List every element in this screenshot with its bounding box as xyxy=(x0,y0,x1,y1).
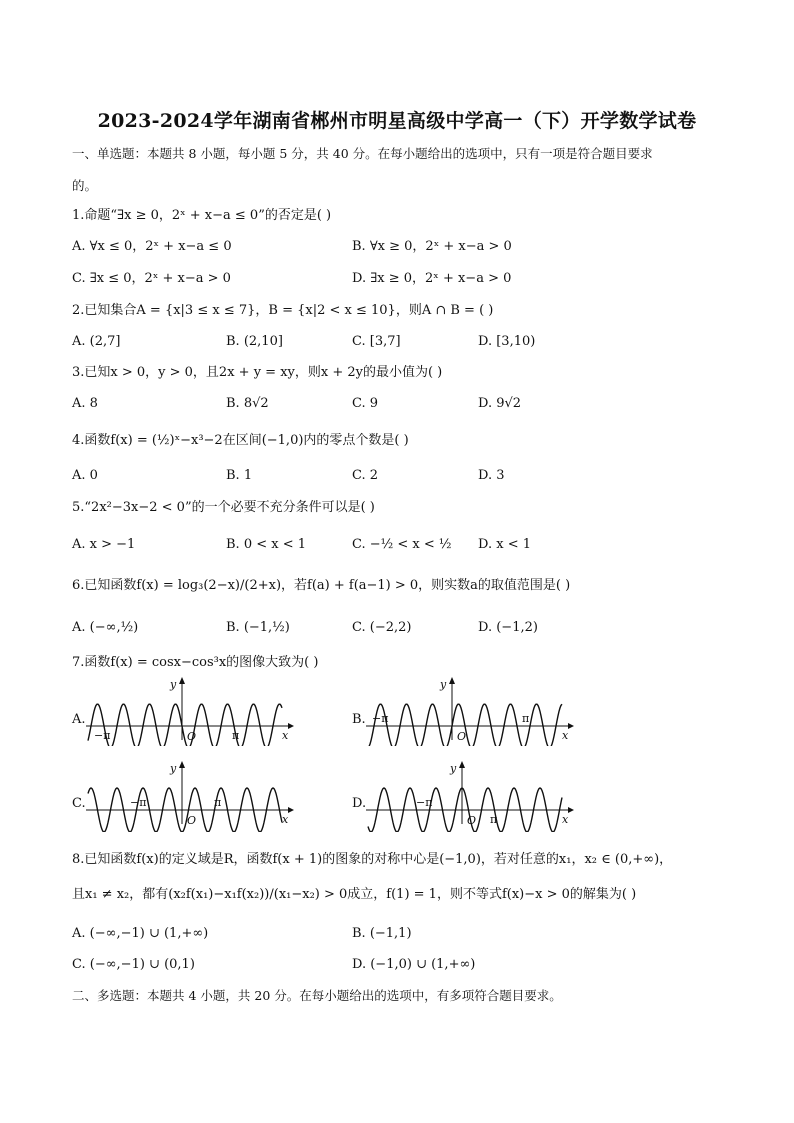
q7-graph-a xyxy=(86,676,296,746)
q3-option-b[interactable]: B. 8√2 xyxy=(226,396,269,411)
q6-stem: 6.已知函数f(x) = log₃(2−x)/(2+x)，若f(a) + f(a−1) > 0，则实数a的取值范围是( ) xyxy=(72,578,571,593)
origin-label: O xyxy=(467,814,477,827)
q2-option-b[interactable]: B. (2,10] xyxy=(226,334,283,349)
q8-option-b[interactable]: B. (−1,1) xyxy=(352,926,412,941)
q5-option-d[interactable]: D. x < 1 xyxy=(478,537,531,552)
q8-stem-line2: 且x₁ ≠ x₂，都有(x₂f(x₁)−x₁f(x₂))/(x₁−x₂) > 0成立，f(1) = 1，则不等式f(x)−x > 0的解集为( ) xyxy=(72,887,637,902)
y-axis-arrow xyxy=(179,677,185,684)
q8-option-d[interactable]: D. (−1,0) ∪ (1,+∞) xyxy=(352,957,476,972)
q1-option-b[interactable]: B. ∀x ≥ 0，2ˣ + x−a > 0 xyxy=(352,239,512,254)
q6-option-d[interactable]: D. (−1,2) xyxy=(478,620,538,635)
q4-stem: 4.函数f(x) = (½)ˣ−x³−2在区间(−1,0)内的零点个数是( ) xyxy=(72,433,409,448)
neg-pi-label: −π xyxy=(372,712,389,725)
q3-stem: 3.已知x > 0，y > 0，且2x + y = xy，则x + 2y的最小值为( ) xyxy=(72,365,443,380)
origin-label: O xyxy=(457,730,467,743)
x-axis-arrow xyxy=(568,807,574,813)
q1-option-c[interactable]: C. ∃x ≤ 0，2ˣ + x−a > 0 xyxy=(72,271,231,286)
q1-stem: 1.命题“∃x ≥ 0，2ˣ + x−a ≤ 0”的否定是( ) xyxy=(72,208,332,223)
q3-option-d[interactable]: D. 9√2 xyxy=(478,396,522,411)
pi-label: π xyxy=(490,813,498,826)
y-axis-label: y xyxy=(170,762,177,775)
pi-label: π xyxy=(522,712,530,725)
x-axis-label: x xyxy=(562,729,569,742)
exam-title: 2023-2024学年湖南省郴州市明星高级中学高一（下）开学数学试卷 xyxy=(97,110,697,132)
q7-graph-b xyxy=(366,676,576,746)
q7-graph-c xyxy=(86,760,296,832)
q8-option-a[interactable]: A. (−∞,−1) ∪ (1,+∞) xyxy=(72,926,209,941)
pi-label: π xyxy=(214,796,222,809)
q6-option-c[interactable]: C. (−2,2) xyxy=(352,620,412,635)
function-curve xyxy=(88,704,282,746)
q4-option-b[interactable]: B. 1 xyxy=(226,468,253,483)
y-axis-label: y xyxy=(440,678,447,691)
y-axis-arrow xyxy=(179,761,185,768)
x-axis-label: x xyxy=(562,813,569,826)
q2-stem: 2.已知集合A = {x|3 ≤ x ≤ 7}，B = {x|2 < x ≤ 10}，则A ∩ B = ( ) xyxy=(72,303,494,318)
q8-option-c[interactable]: C. (−∞,−1) ∪ (0,1) xyxy=(72,957,195,972)
y-axis-arrow xyxy=(459,761,465,768)
q3-option-a[interactable]: A. 8 xyxy=(72,396,98,411)
neg-pi-label: −π xyxy=(94,729,111,742)
x-axis-label: x xyxy=(282,813,289,826)
origin-label: O xyxy=(187,730,197,743)
q5-option-c[interactable]: C. −½ < x < ½ xyxy=(352,537,452,552)
q4-option-d[interactable]: D. 3 xyxy=(478,468,505,483)
y-axis-label: y xyxy=(170,678,177,691)
q4-option-a[interactable]: A. 0 xyxy=(72,468,98,483)
q7-option-b[interactable]: B. xyxy=(352,712,366,727)
x-axis-arrow xyxy=(288,723,294,729)
x-axis-label: x xyxy=(282,729,289,742)
pi-label: π xyxy=(232,729,240,742)
q2-option-c[interactable]: C. [3,7] xyxy=(352,334,401,349)
q6-option-a[interactable]: A. (−∞,½) xyxy=(72,620,139,635)
x-axis-arrow xyxy=(568,723,574,729)
neg-pi-label: −π xyxy=(130,796,147,809)
q7-graph-d xyxy=(366,760,576,832)
q4-option-c[interactable]: C. 2 xyxy=(352,468,379,483)
q5-stem: 5.“2x²−3x−2 < 0”的一个必要不充分条件可以是( ) xyxy=(72,500,375,515)
y-axis-label: y xyxy=(450,762,457,775)
section2-header: 二、多选题：本题共 4 小题，共 20 分。在每小题给出的选项中，有多项符合题目要求。 xyxy=(72,988,562,1003)
y-axis-arrow xyxy=(449,677,455,684)
q2-option-d[interactable]: D. [3,10) xyxy=(478,334,536,349)
q3-option-c[interactable]: C. 9 xyxy=(352,396,379,411)
q7-option-a[interactable]: A. xyxy=(72,712,86,727)
q5-option-b[interactable]: B. 0 < x < 1 xyxy=(226,537,307,552)
neg-pi-label: −π xyxy=(416,796,433,809)
q7-option-c[interactable]: C. xyxy=(72,796,86,811)
q7-stem: 7.函数f(x) = cosx−cos³x的图像大致为( ) xyxy=(72,655,319,670)
q1-option-d[interactable]: D. ∃x ≥ 0，2ˣ + x−a > 0 xyxy=(352,271,512,286)
x-axis-arrow xyxy=(288,807,294,813)
q7-option-d[interactable]: D. xyxy=(352,796,367,811)
q1-option-a[interactable]: A. ∀x ≤ 0，2ˣ + x−a ≤ 0 xyxy=(72,239,232,254)
origin-label: O xyxy=(187,814,197,827)
section1-header: 一、单选题：本题共 8 小题，每小题 5 分，共 40 分。在每小题给出的选项中，只有一项是符合题目要求 xyxy=(72,146,653,161)
q2-option-a[interactable]: A. (2,7] xyxy=(72,334,121,349)
q6-option-b[interactable]: B. (−1,½) xyxy=(226,620,290,635)
section1-header-cont: 的。 xyxy=(72,178,98,193)
q5-option-a[interactable]: A. x > −1 xyxy=(72,537,136,552)
q8-stem-line1: 8.已知函数f(x)的定义域是R，函数f(x + 1)的图象的对称中心是(−1,0)，若对任意的x₁，x₂ ∈ (0,+∞)， xyxy=(72,852,673,867)
